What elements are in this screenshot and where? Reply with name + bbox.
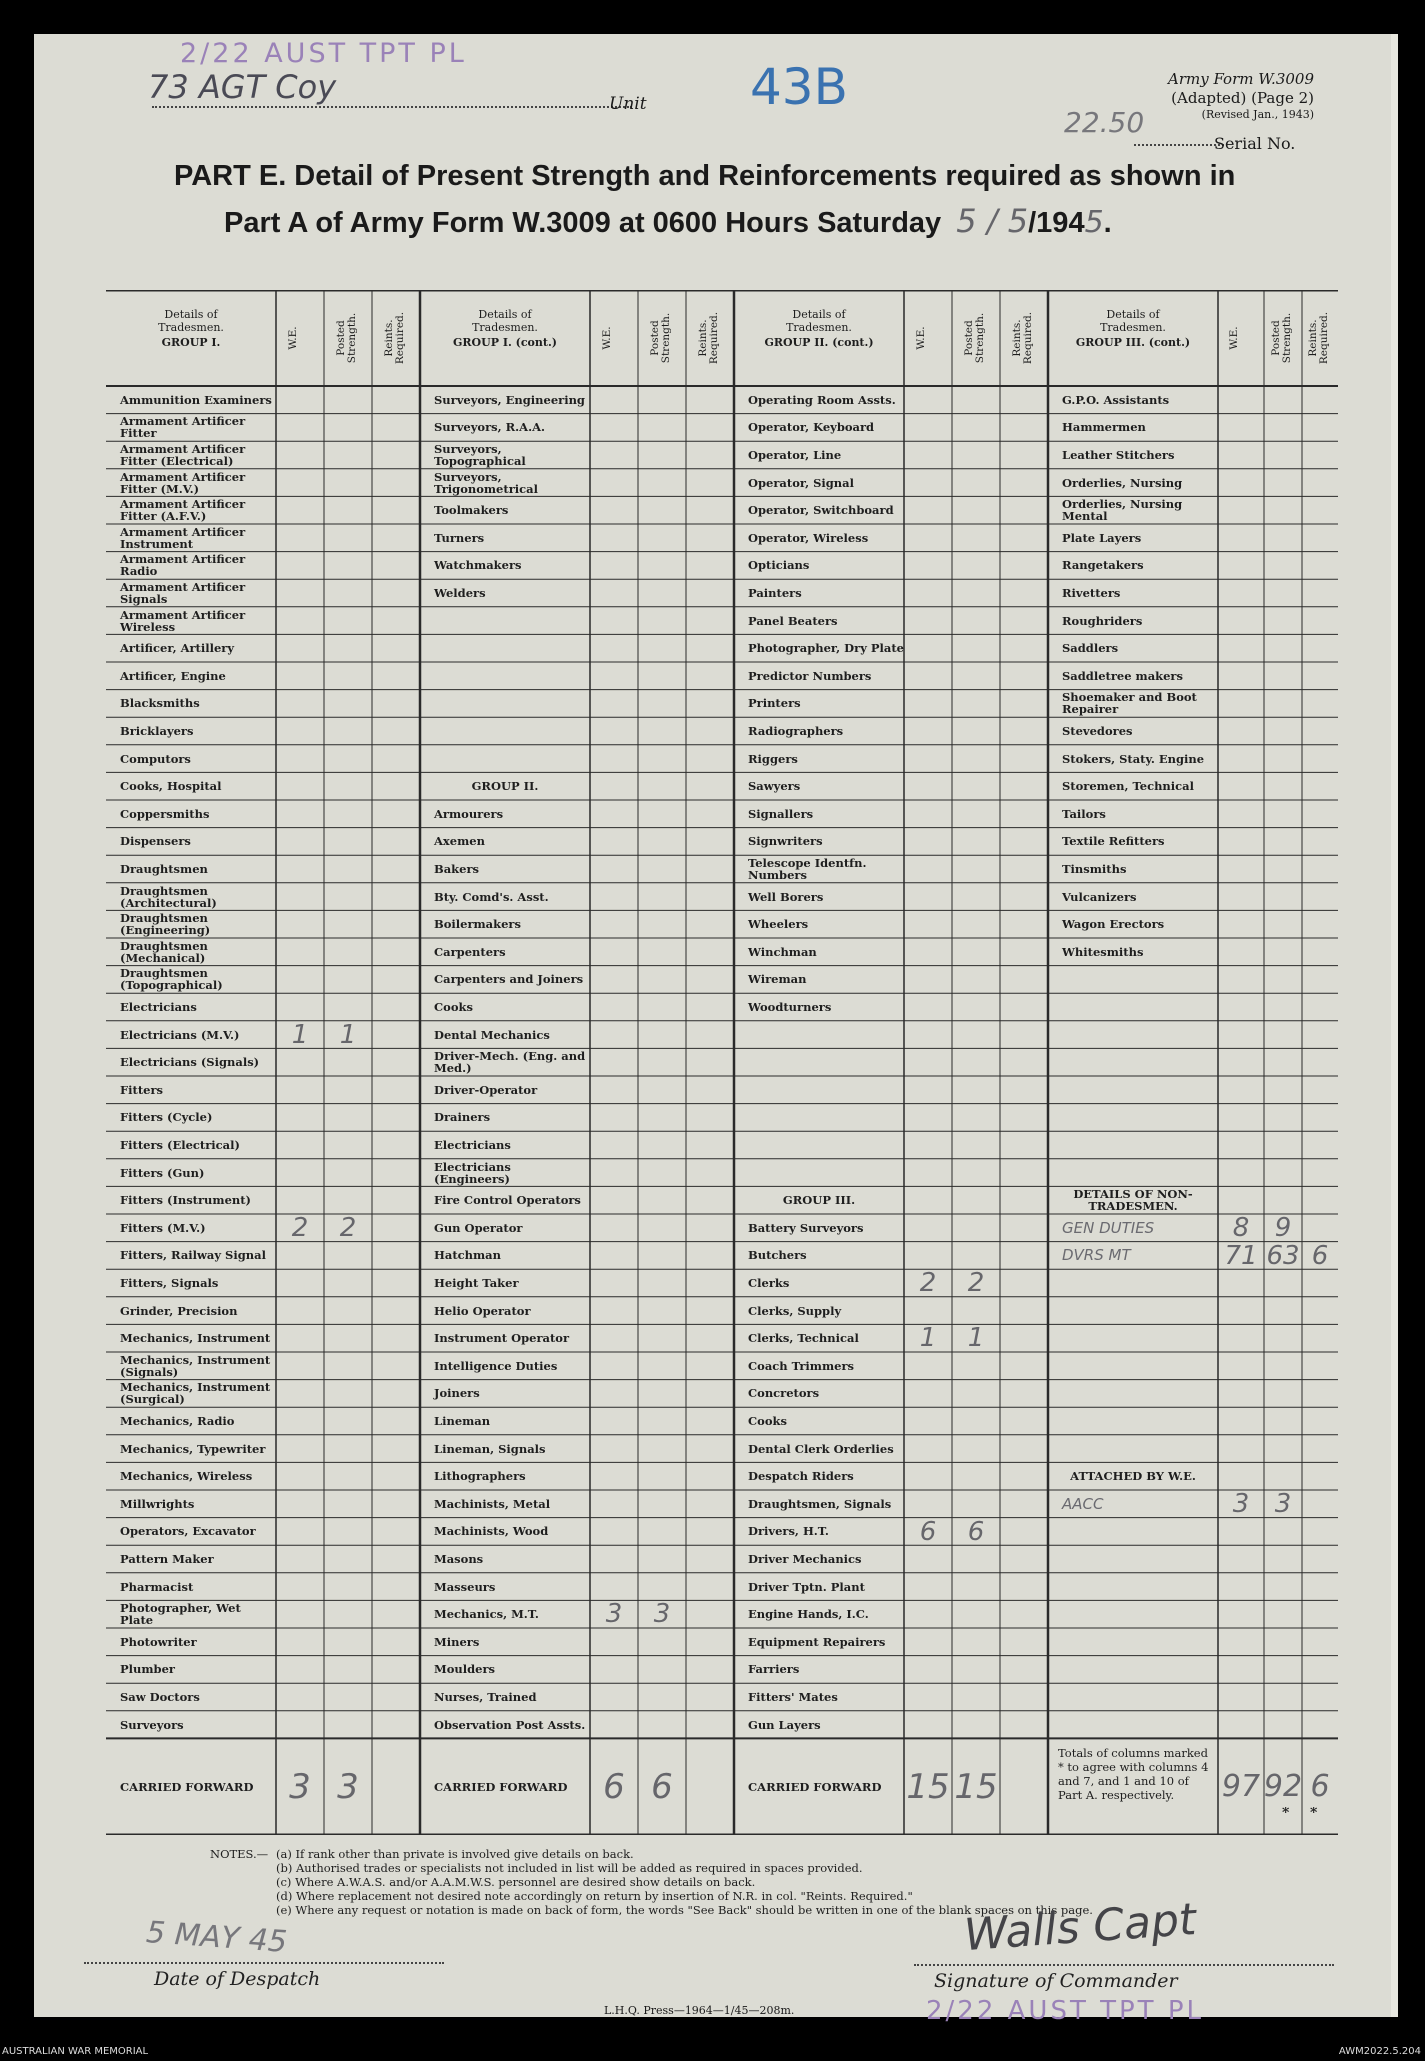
group-text: GROUP III. (cont.) <box>1075 336 1191 349</box>
carried-forward-we: 15 <box>906 1766 950 1807</box>
carried-forward-posted: 15 <box>954 1766 998 1807</box>
trade-label: Surveyors, Engineering <box>434 392 585 407</box>
trade-label: Vulcanizers <box>1062 889 1137 904</box>
trade-label <box>1048 1407 1218 1435</box>
trade-label <box>734 1159 904 1187</box>
trade-label: Helio Operator <box>434 1303 531 1318</box>
unit-handwritten: 73 AGT Coy <box>148 68 337 106</box>
trade-label: Fitters (M.V.) <box>120 1220 206 1235</box>
trade-label: Operating Room Assts. <box>748 392 896 407</box>
trade-label: DETAILS OF NON-TRADESMEN. <box>1073 1187 1193 1214</box>
trade-label: Whitesmiths <box>1062 944 1144 959</box>
commander-signature: Walls Capt <box>962 1893 1198 1962</box>
trade-label: Ammunition Examiners <box>120 392 272 407</box>
trade-label <box>420 717 590 745</box>
trade-label: Axemen <box>434 834 485 849</box>
trade-label: Bty. Comd's. Asst. <box>434 889 549 904</box>
trade-label: Operators, Excavator <box>120 1524 256 1539</box>
print-line: L.H.Q. Press—1964—1/45—208m. <box>604 2004 795 2017</box>
trade-label: Intelligence Duties <box>434 1358 558 1373</box>
trade-label: Armament Artificer Signals <box>120 579 246 606</box>
carried-forward-posted: 3 <box>337 1766 359 1807</box>
heading-text: Details of Tradesmen. <box>786 308 852 334</box>
trade-label: Operator, Line <box>748 447 842 462</box>
trade-label: Clerks, Supply <box>748 1303 842 1318</box>
form-revised: (Revised Jan., 1943) <box>1201 108 1314 121</box>
totals-reints: 6 <box>1310 1768 1330 1804</box>
trade-label: Operator, Keyboard <box>748 420 875 435</box>
trade-label: Draughtsmen (Topographical) <box>120 966 223 993</box>
trade-label: Operator, Signal <box>748 475 854 490</box>
trade-label: Watchmakers <box>434 558 522 573</box>
trade-label: Dental Mechanics <box>434 1027 550 1042</box>
despatch-date-handwritten: 5 MAY 45 <box>144 1915 289 1960</box>
trade-label: Armourers <box>434 806 504 821</box>
trade-label: Electricians (M.V.) <box>120 1027 240 1042</box>
posted-strength-value: 2 <box>967 1269 985 1297</box>
trade-label: Carpenters and Joiners <box>434 972 584 987</box>
trade-label <box>1048 1269 1218 1297</box>
trade-label: Plumber <box>120 1662 175 1677</box>
note-b: (b) Authorised trades or specialists not included in list will be added as required in spaces provided. <box>276 1861 863 1875</box>
heading-text: Details of Tradesmen. <box>1100 308 1166 334</box>
trade-label: Woodturners <box>748 999 832 1014</box>
trade-label: Tailors <box>1062 806 1106 821</box>
trade-label <box>1048 993 1218 1021</box>
we-value: 2 <box>291 1214 309 1242</box>
trade-label: Masons <box>434 1551 484 1566</box>
trade-label: Mechanics, Wireless <box>120 1469 253 1484</box>
signature-dotted-line <box>914 1964 1334 1966</box>
trade-label: Surveyors, Trigonometrical <box>434 469 538 496</box>
trade-label: Fitters (Instrument) <box>120 1193 251 1208</box>
sub-header: Posted Strength. <box>335 312 358 364</box>
trade-label <box>1048 1380 1218 1408</box>
trade-label: Armament Artificer Wireless <box>120 607 246 634</box>
trade-label: Moulders <box>434 1662 496 1677</box>
we-value: 8 <box>1232 1214 1250 1242</box>
trade-label: Shoemaker and Boot Repairer <box>1062 690 1197 717</box>
trade-label <box>1048 1324 1218 1352</box>
title-line-1: PART E. Detail of Present Strength and Reinforcements required as shown in <box>174 160 1236 192</box>
commander-stamp: 2/22 AUST TPT PL <box>926 1996 1204 2026</box>
trade-label <box>1048 1545 1218 1573</box>
trade-label <box>1048 1076 1218 1104</box>
trade-label: Dispensers <box>120 834 191 849</box>
trade-label: Draughtsmen, Signals <box>748 1496 892 1511</box>
trade-label: Mechanics, Typewriter <box>120 1441 266 1456</box>
trade-label: Electricians <box>434 1137 511 1152</box>
trade-label <box>734 1076 904 1104</box>
trade-label: Signallers <box>748 806 814 821</box>
trade-label: Lineman <box>434 1413 491 1428</box>
unit-stamp: 2/22 AUST TPT PL <box>180 38 467 69</box>
trade-label: Photographer, Wet Plate <box>120 1601 241 1628</box>
totals-posted: 92 <box>1264 1768 1302 1804</box>
sub-header: Posted Strength. <box>963 312 986 364</box>
carried-forward-label: CARRIED FORWARD <box>120 1779 254 1794</box>
trade-label: Fitters, Railway Signal <box>120 1248 266 1263</box>
trade-label: Mechanics, Instrument <box>120 1331 271 1346</box>
serial-handwritten: 22.50 <box>1064 106 1145 139</box>
trade-label: Electricians (Signals) <box>120 1055 260 1070</box>
trade-label: Fitters (Cycle) <box>120 1110 213 1125</box>
trade-label: GEN DUTIES <box>1062 1218 1155 1237</box>
trade-label: Blacksmiths <box>120 696 200 711</box>
trade-label: Leather Stitchers <box>1062 447 1175 462</box>
trade-label: Gun Layers <box>748 1717 821 1732</box>
trade-label: Engine Hands, I.C. <box>748 1607 869 1622</box>
trade-label <box>1048 1048 1218 1076</box>
carried-forward-we: 3 <box>289 1766 311 1807</box>
trade-label <box>420 662 590 690</box>
trade-label: Millwrights <box>120 1496 195 1511</box>
trade-label: Mechanics, Radio <box>120 1413 235 1428</box>
trade-label: Draughtsmen (Mechanical) <box>120 938 208 965</box>
trade-label: Mechanics, M.T. <box>434 1607 539 1622</box>
trade-label: GROUP II. <box>471 779 539 794</box>
trade-label: Painters <box>748 585 802 600</box>
trade-label: ATTACHED BY W.E. <box>1070 1469 1196 1484</box>
trade-label <box>1048 1711 1218 1739</box>
trade-label: Driver Mechanics <box>748 1551 862 1566</box>
trade-label: Operator, Wireless <box>748 530 869 545</box>
sub-header: W.E. <box>601 326 613 350</box>
trade-label: Fitters <box>120 1082 164 1097</box>
trade-label: Lineman, Signals <box>434 1441 546 1456</box>
sub-header: Reints. Required. <box>697 311 720 365</box>
trade-label <box>1048 1297 1218 1325</box>
posted-strength-value: 3 <box>653 1600 671 1628</box>
trade-label: Driver Tptn. Plant <box>748 1579 865 1594</box>
sub-header: Reints. Required. <box>1011 311 1034 365</box>
trade-label: Gun Operator <box>434 1220 523 1235</box>
we-value: 3 <box>1232 1490 1250 1518</box>
trade-label: Battery Surveyors <box>748 1220 864 1235</box>
trade-label: Draughtsmen (Engineering) <box>120 911 211 938</box>
trade-label: Wireman <box>748 972 807 987</box>
trade-label: Clerks, Technical <box>748 1331 859 1346</box>
trade-label <box>1048 1628 1218 1656</box>
trade-label: Concretors <box>748 1386 820 1401</box>
trade-label: Machinists, Metal <box>434 1496 551 1511</box>
title-line-2: Part A of Army Form W.3009 at 0600 Hours Saturday <box>224 207 942 239</box>
title-line-2-row <box>224 202 1112 240</box>
trade-label: Pattern Maker <box>120 1551 214 1566</box>
trade-label <box>1048 1518 1218 1546</box>
trade-label: Drainers <box>434 1110 491 1125</box>
trade-label: Fitters (Electrical) <box>120 1137 240 1152</box>
column-heading-4 <box>1048 308 1218 349</box>
totals-we: 97 <box>1221 1768 1261 1804</box>
posted-strength-value: 2 <box>339 1214 357 1242</box>
column-heading-3 <box>734 308 904 349</box>
trade-label: Boilermakers <box>434 917 521 932</box>
trade-label: Stokers, Staty. Engine <box>1062 751 1205 766</box>
trade-label: Lithographers <box>434 1469 526 1484</box>
trade-label: Coppersmiths <box>120 806 210 821</box>
trade-label: Orderlies, Nursing Mental <box>1062 497 1183 524</box>
we-value: 2 <box>919 1269 937 1297</box>
trade-label: Storemen, Technical <box>1062 779 1194 794</box>
trade-label <box>1048 1104 1218 1132</box>
unit-label: Unit <box>609 94 647 114</box>
trade-label <box>1048 1435 1218 1463</box>
trade-label: Observation Post Assts. <box>434 1717 586 1732</box>
trade-label: Armament Artificer Fitter (M.V.) <box>120 469 246 496</box>
despatch-dotted-line <box>84 1962 444 1964</box>
trade-label: Printers <box>748 696 801 711</box>
asterisk-mark: * <box>1282 1807 1290 1821</box>
trade-label: Telescope Identfn. Numbers <box>748 855 867 882</box>
we-value: 71 <box>1224 1241 1258 1270</box>
trade-label: Turners <box>434 530 485 545</box>
carried-forward-label: CARRIED FORWARD <box>748 1779 882 1794</box>
trade-label: Machinists, Wood <box>434 1524 549 1539</box>
trade-label: Armament Artificer Fitter (A.F.V.) <box>120 497 246 524</box>
trade-label: Fitters' Mates <box>748 1689 838 1704</box>
sub-header: W.E. <box>1228 326 1240 350</box>
trade-label: Signwriters <box>748 834 823 849</box>
sub-header: Posted Strength. <box>649 312 672 364</box>
posted-strength-value: 9 <box>1274 1214 1292 1242</box>
form-number: Army Form W.3009 <box>1168 70 1314 88</box>
trade-label <box>1048 1021 1218 1049</box>
trade-label <box>1048 966 1218 994</box>
we-value: 3 <box>605 1600 623 1628</box>
trade-label: Nurses, Trained <box>434 1689 537 1704</box>
trade-label: Welders <box>434 585 486 600</box>
reints-required-value: 6 <box>1311 1241 1329 1270</box>
trade-label <box>1048 1352 1218 1380</box>
sub-header: Reints. Required. <box>1307 311 1330 365</box>
note-c: (c) Where A.W.A.S. and/or A.A.M.W.S. personnel are desired show details on back. <box>276 1875 756 1889</box>
trade-label: Instrument Operator <box>434 1331 570 1346</box>
trade-label <box>734 1131 904 1159</box>
totals-note: Totals of columns marked * to agree with columns 4 and 7, and 1 and 10 of Part A. respectively. <box>1058 1746 1209 1803</box>
notes-lead: NOTES.— <box>210 1847 269 1861</box>
trade-label: Joiners <box>434 1386 480 1401</box>
carried-forward-we: 6 <box>603 1766 625 1807</box>
signature-label: Signature of Commander <box>934 1970 1178 1992</box>
trade-label: Winchman <box>748 944 817 959</box>
trade-label: Mechanics, Instrument (Surgical) <box>120 1380 271 1407</box>
trade-label: Driver-Operator <box>434 1082 538 1097</box>
trade-label: Height Taker <box>434 1275 519 1290</box>
trade-label: Orderlies, Nursing <box>1062 475 1183 490</box>
strength-table <box>106 290 1338 1835</box>
note-d: (d) Where replacement not desired note accordingly on return by insertion of N.R. in col. "Reints. Required." <box>276 1889 913 1903</box>
trade-label <box>1048 1159 1218 1187</box>
trade-label <box>1048 1656 1218 1684</box>
trade-label: Well Borers <box>748 889 824 904</box>
trade-label: Panel Beaters <box>748 613 838 628</box>
date-handwritten: 5 / 5 <box>956 202 1029 240</box>
trade-label: Rivetters <box>1062 585 1121 600</box>
posted-strength-value: 63 <box>1266 1241 1300 1270</box>
trade-label: Masseurs <box>434 1579 496 1594</box>
trade-label <box>420 634 590 662</box>
trade-label <box>1048 1131 1218 1159</box>
trade-label: Draughtsmen (Architectural) <box>120 883 217 910</box>
carried-forward-label: CARRIED FORWARD <box>434 1779 568 1794</box>
trade-label: Surveyors, Topographical <box>434 441 526 468</box>
trade-label: DVRS MT <box>1062 1246 1131 1265</box>
trade-label: Photographer, Dry Plate <box>748 641 904 656</box>
trade-label: G.P.O. Assistants <box>1062 392 1170 407</box>
sheet-edge <box>1391 34 1398 2017</box>
trade-label: Bakers <box>434 861 479 876</box>
trade-label: Rangetakers <box>1062 558 1144 573</box>
trade-label: Surveyors, R.A.A. <box>434 420 546 435</box>
carried-forward-posted: 6 <box>651 1766 673 1807</box>
posted-strength-value: 1 <box>967 1324 985 1352</box>
trade-label: Clerks <box>748 1275 790 1290</box>
trade-label: Plate Layers <box>1062 530 1142 545</box>
trade-label: Armament Artificer Instrument <box>120 524 246 551</box>
posted-strength-value: 1 <box>339 1020 357 1049</box>
trade-label: Artificer, Engine <box>120 668 226 683</box>
trade-label: Driver-Mech. (Eng. and Med.) <box>434 1049 586 1076</box>
trade-label: Farriers <box>748 1662 800 1677</box>
trade-label: Electricians <box>120 999 197 1014</box>
trade-label: Bricklayers <box>120 723 194 738</box>
trade-label: Photowriter <box>120 1634 197 1649</box>
trade-label: Hatchman <box>434 1248 501 1263</box>
credit-left: AUSTRALIAN WAR MEMORIAL <box>2 2046 149 2057</box>
credit-right: AWM2022.5.204 <box>1338 2046 1421 2057</box>
trade-label: Wheelers <box>748 917 809 932</box>
trade-label: Fitters, Signals <box>120 1275 219 1290</box>
trade-label: Mechanics, Instrument (Signals) <box>120 1352 271 1379</box>
trade-label <box>420 607 590 635</box>
trade-label: Predictor Numbers <box>748 668 872 683</box>
despatch-date-label: Date of Despatch <box>154 1968 321 1990</box>
group-text: GROUP I. (cont.) <box>453 336 557 349</box>
unit-dotted-line <box>152 106 632 108</box>
we-value: 1 <box>919 1324 937 1352</box>
serial-dotted-line <box>1134 144 1224 146</box>
trade-label: Riggers <box>748 751 798 766</box>
trade-label: Fire Control Operators <box>434 1193 581 1208</box>
posted-strength-value: 6 <box>967 1517 985 1546</box>
trade-label: Despatch Riders <box>748 1469 854 1484</box>
trade-label: Miners <box>434 1634 480 1649</box>
trade-label: Roughriders <box>1062 613 1143 628</box>
trade-label: Tinsmiths <box>1062 861 1127 876</box>
trade-label <box>734 1104 904 1132</box>
we-value: 1 <box>291 1020 309 1049</box>
trade-label: AACC <box>1062 1494 1104 1513</box>
posted-strength-value: 3 <box>1274 1490 1292 1518</box>
trade-label: Armament Artificer Fitter (Electrical) <box>120 441 246 468</box>
sub-header: W.E. <box>287 326 299 350</box>
trade-label: Cooks, Hospital <box>120 779 222 794</box>
group-text: GROUP I. <box>161 336 221 349</box>
trade-label: Armament Artificer Fitter <box>120 414 246 441</box>
trade-label: Opticians <box>748 558 810 573</box>
trade-label: Butchers <box>748 1248 807 1263</box>
trade-label: Dental Clerk Orderlies <box>748 1441 894 1456</box>
trade-label <box>420 745 590 773</box>
trade-label: Sawyers <box>748 779 801 794</box>
trade-label <box>1048 1600 1218 1628</box>
trade-label: GROUP III. <box>782 1193 856 1208</box>
date-end: . <box>1103 207 1112 239</box>
trade-label: Surveyors <box>120 1717 184 1732</box>
trade-label: Equipment Repairers <box>748 1634 886 1649</box>
trade-label: Drivers, H.T. <box>748 1524 829 1539</box>
heading-text: Details of Tradesmen. <box>472 308 538 334</box>
trade-label: Computors <box>120 751 191 766</box>
note-a: (a) If rank other than private is involved give details on back. <box>276 1847 634 1861</box>
trade-label: Stevedores <box>1062 723 1133 738</box>
we-value: 6 <box>919 1517 937 1546</box>
trade-label: Radiographers <box>748 723 844 738</box>
sub-header: Reints. Required. <box>383 311 406 365</box>
trade-label: Draughtsmen <box>120 861 208 876</box>
trade-label <box>1048 1573 1218 1601</box>
trade-label: Operator, Switchboard <box>748 503 894 518</box>
trade-label <box>734 1048 904 1076</box>
trade-label: Cooks <box>748 1413 787 1428</box>
trade-label: Carpenters <box>434 944 506 959</box>
trade-label: Saddletree makers <box>1062 668 1183 683</box>
trade-label: Grinder, Precision <box>120 1303 238 1318</box>
date-year: /194 <box>1028 207 1085 239</box>
trade-label: Artificer, Artillery <box>120 641 235 656</box>
serial-label: Serial No. <box>1214 134 1296 153</box>
handwritten-number: 43B <box>750 58 848 116</box>
trade-label: Cooks <box>434 999 473 1014</box>
trade-label: Coach Trimmers <box>748 1358 854 1373</box>
trade-label: Fitters (Gun) <box>120 1165 205 1180</box>
trade-label: Electricians (Engineers) <box>434 1159 511 1186</box>
column-heading-2 <box>420 308 590 349</box>
trade-label: Saw Doctors <box>120 1689 200 1704</box>
group-text: GROUP II. (cont.) <box>764 336 874 349</box>
trade-label: Wagon Erectors <box>1062 917 1165 932</box>
trade-label: Hammermen <box>1062 420 1146 435</box>
asterisk-mark: * <box>1310 1807 1318 1821</box>
sub-header: W.E. <box>915 326 927 350</box>
trade-label: Toolmakers <box>434 503 509 518</box>
trade-label <box>734 1021 904 1049</box>
form-sheet <box>34 34 1391 2026</box>
heading-text: Details of Tradesmen. <box>158 308 224 334</box>
trade-label: Textile Refitters <box>1062 834 1165 849</box>
trade-label <box>1048 1683 1218 1711</box>
date-year-handwritten: 5 <box>1084 205 1104 240</box>
form-adapted: (Adapted) (Page 2) <box>1171 89 1314 107</box>
note-e: (e) Where any request or notation is made on back of form, the words "See Back" should be written in one of the blank spaces on this page. <box>276 1903 1093 1917</box>
trade-label: Saddlers <box>1062 641 1119 656</box>
trade-label: Pharmacist <box>120 1579 194 1594</box>
column-heading-1 <box>106 308 276 349</box>
trade-label: Armament Artificer Radio <box>120 552 246 579</box>
trade-label <box>420 690 590 718</box>
sub-header: Posted Strength. <box>1270 312 1293 364</box>
